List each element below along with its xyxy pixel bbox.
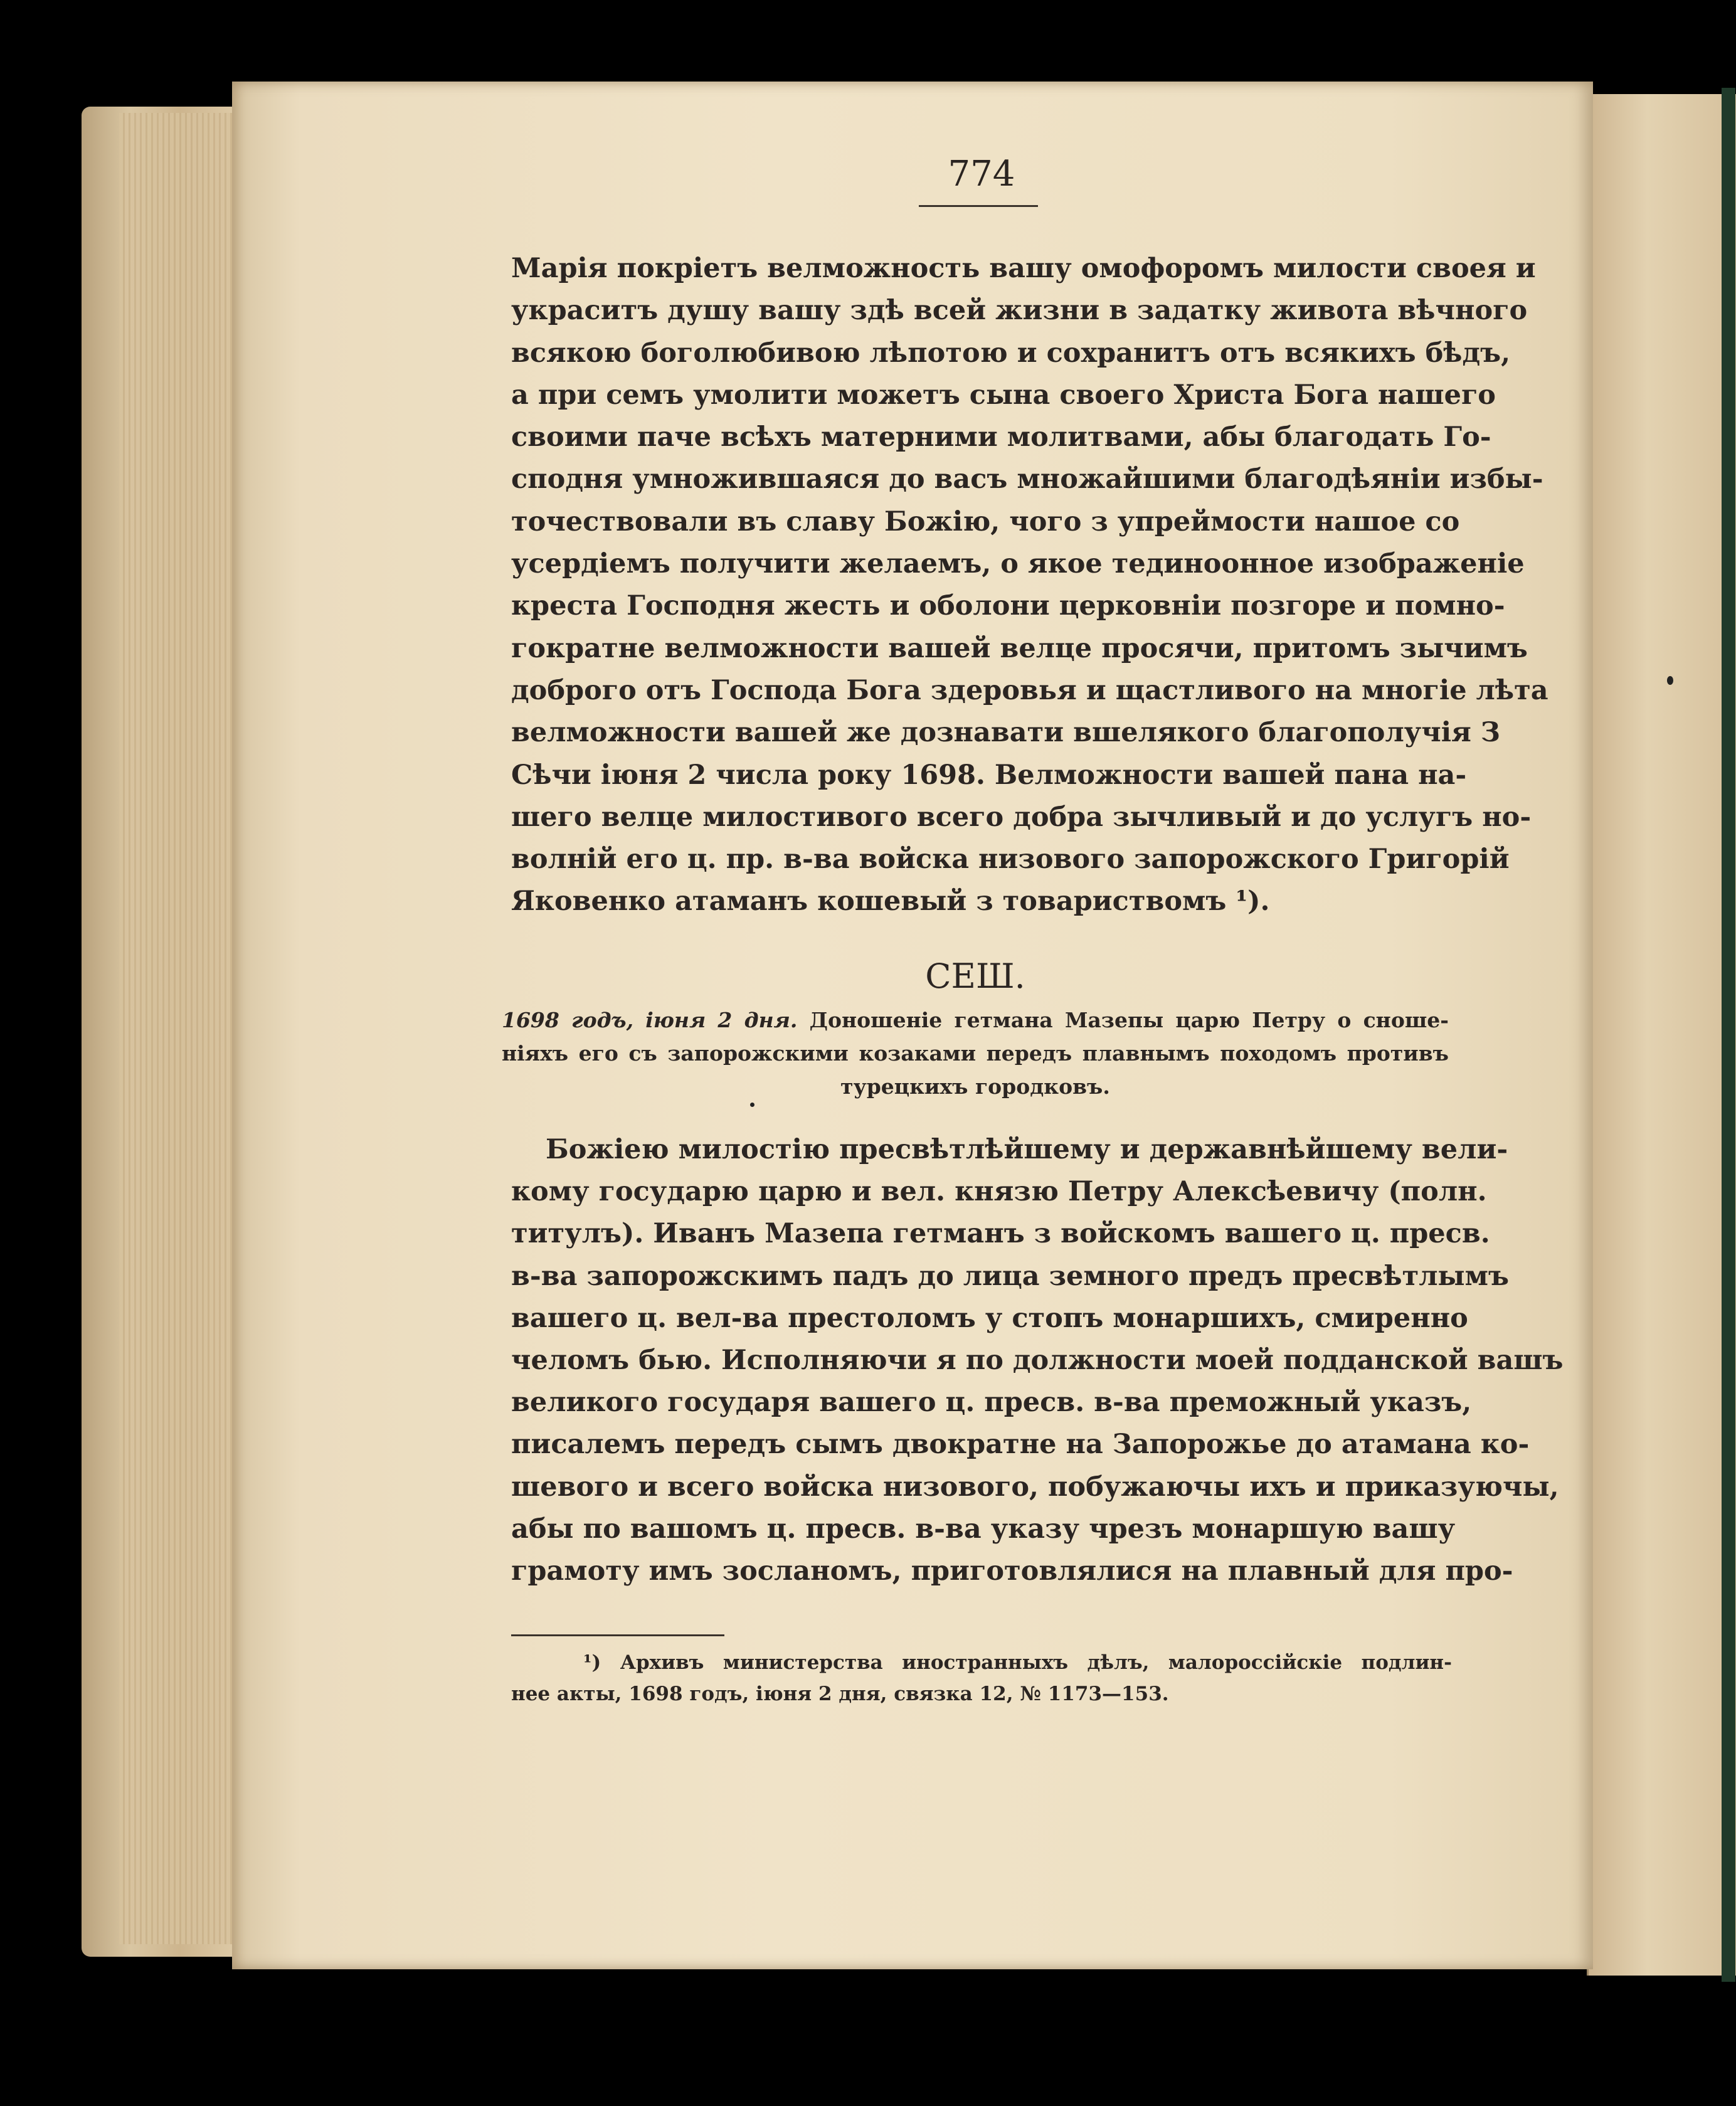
text-line: Божіею милостію пресвѣтлѣйшему и державнѣйшему вели- (546, 1134, 1508, 1165)
text-line: своими паче всѣхъ матерними молитвами, абы благодать Го- (511, 421, 1491, 453)
text-line: титулъ). Иванъ Мазепа гетманъ з войскомъ вашего ц. пресв. (511, 1218, 1490, 1250)
page-speck (1667, 676, 1673, 685)
text-line: писалемъ передъ сымъ двократне на Запорожье до атамана ко- (511, 1429, 1530, 1461)
text-line: точествовали въ славу Божію, чого з упреймости нашое со (511, 505, 1460, 537)
text-line: в-ва запорожскимъ падъ до лица земного предъ пресвѣтлымъ (511, 1260, 1509, 1292)
text-line: усердіемъ получити желаемъ, о якое тединоонное изображеніе (511, 548, 1525, 580)
text-line: всякою боголюбивою лѣпотою и сохранитъ отъ всякихъ бѣдъ, (511, 337, 1511, 369)
heading-date: 1698 годъ, іюня 2 дня. (502, 1008, 798, 1032)
text-line: Яковенко атаманъ кошевый з товариствомъ ¹). (511, 886, 1270, 918)
footnote (511, 1647, 1452, 1710)
text-line: гократне велможности вашей велце просячи, притомъ зычимъ (511, 632, 1528, 664)
book-right-page-edge (1587, 94, 1736, 1976)
footnote-line: ¹) Архивъ министерства иностранныхъ дѣлъ, малороссійскіе подлин- (583, 1651, 1452, 1674)
text-line: шего велце милостивого всего добра зычливый и до услугъ но- (511, 801, 1532, 833)
footnote-line: нее акты, 1698 годъ, іюня 2 дня, связка 12, № 1173—153. (511, 1683, 1169, 1705)
heading-desc-line (502, 1003, 1449, 1037)
text-line: кому государю царю и вел. князю Петру Алексѣевичу (полн. (511, 1176, 1487, 1208)
heading-desc-line: турецкихъ городковъ. (840, 1074, 1110, 1099)
text-line: волній его ц. пр. в-ва войска низового запорожского Григорій (511, 844, 1510, 876)
text-line: а при семъ умолити можетъ сына своего Христа Бога нашего (511, 379, 1496, 411)
text-line: доброго отъ Господа Бога здеровья и щастливого на многіе лѣта (511, 674, 1548, 706)
heading-desc-text: Доношеніе гетмана Мазепы царю Петру о сноше- (809, 1008, 1449, 1032)
text-line: абы по вашомъ ц. пресв. в-ва указу чрезъ монаршую вашу (511, 1513, 1456, 1545)
page-number: 774 (948, 154, 1015, 194)
page-speck (750, 1103, 754, 1107)
text-line: креста Господня жесть и оболони церковніи позгоре и помно- (511, 590, 1505, 622)
document-heading-description (502, 1003, 1449, 1103)
footnote-rule (511, 1634, 724, 1636)
text-line: сподня умножившаяся до васъ множайшими благодѣяніи избы- (511, 463, 1543, 495)
page-number-rule (919, 205, 1038, 207)
section-heading: СЕШ. (925, 956, 1025, 996)
text-line: украситъ душу вашу здѣ всей жизни в задатку живота вѣчного (511, 295, 1528, 327)
text-line: вашего ц. вел-ва престоломъ у стопъ монаршихъ, смиренно (511, 1302, 1468, 1334)
text-line: велможности вашей же дознавати вшелякого благополучія З (511, 717, 1500, 749)
text-line: шевого и всего войска низового, побужаючы ихъ и приказуючы, (511, 1471, 1559, 1503)
text-line: Марія покріетъ велможность вашу омофоромъ милости своея и (511, 253, 1536, 284)
text-line: Сѣчи іюня 2 числа року 1698. Велможности вашей пана на- (511, 759, 1467, 791)
body-text-part2 (511, 1129, 1564, 1592)
book-cover-edge (1722, 88, 1735, 1982)
heading-desc-line: ніяхъ его съ запорожскими козаками передъ плавнымъ походомъ противъ (502, 1041, 1449, 1066)
text-line: челомъ бью. Исполняючи я по должности моей подданской вашъ (511, 1345, 1564, 1377)
text-line: грамоту имъ зосланомъ, приготовлялися на плавный для про- (511, 1555, 1513, 1587)
text-line: великого государя вашего ц. пресв. в-ва преможный указъ, (511, 1387, 1472, 1419)
body-text-part1 (511, 248, 1548, 923)
